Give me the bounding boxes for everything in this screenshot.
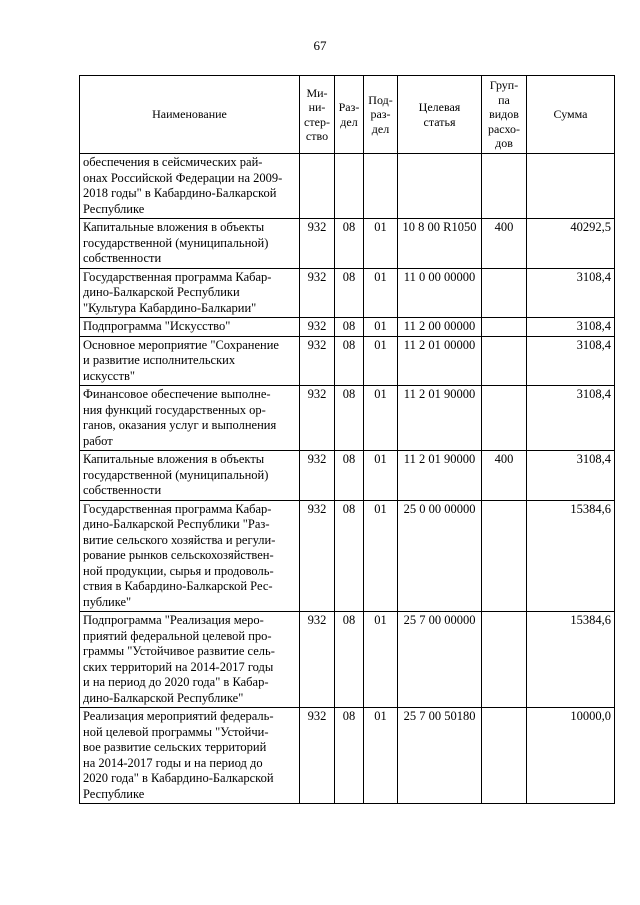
cell-name: Реализация мероприятий федераль- ной целевой программы "Устойчи- вое развитие сельских территорий на 2014-2017 годы и на период до 2020 года" в Кабардино-Балкарской Республике <box>80 708 300 804</box>
cell-ministry: 932 <box>300 336 335 386</box>
cell-sum: 3108,4 <box>527 451 615 501</box>
header-group: Груп- па видов расхо- дов <box>482 76 527 154</box>
header-target: Целевая статья <box>398 76 482 154</box>
cell-subsection: 01 <box>364 708 398 804</box>
cell-section: 08 <box>335 318 364 337</box>
cell-name: Государственная программа Кабар- дино-Балкарской Республики "Раз- витие сельского хозяйства и регули- рование рынков сельскохозяйствен- ной продукции, сырья и продоволь- ствия в Кабардино-Балкарской Рес- публике" <box>80 500 300 612</box>
cell-group: 400 <box>482 219 527 269</box>
cell-sum: 15384,6 <box>527 612 615 708</box>
table-row <box>80 708 615 804</box>
cell-sum: 15384,6 <box>527 500 615 612</box>
header-sum: Сумма <box>527 76 615 154</box>
cell-group <box>482 154 527 219</box>
cell-subsection: 01 <box>364 500 398 612</box>
cell-target <box>398 154 482 219</box>
cell-section: 08 <box>335 612 364 708</box>
cell-sum: 40292,5 <box>527 219 615 269</box>
cell-name: Подпрограмма "Реализация меро- приятий федеральной целевой про- граммы "Устойчивое развитие сель- ских территорий на 2014-2017 годы и на период до 2020 года" в Кабар- дино-Балкарской Республике" <box>80 612 300 708</box>
cell-target: 11 0 00 00000 <box>398 268 482 318</box>
cell-ministry: 932 <box>300 268 335 318</box>
cell-sum: 10000,0 <box>527 708 615 804</box>
header-ministry: Ми- ни- стер- ство <box>300 76 335 154</box>
cell-section: 08 <box>335 451 364 501</box>
cell-target: 25 7 00 50180 <box>398 708 482 804</box>
cell-target: 25 7 00 00000 <box>398 612 482 708</box>
cell-group <box>482 612 527 708</box>
cell-section: 08 <box>335 268 364 318</box>
table-row <box>80 154 615 219</box>
cell-name: Подпрограмма "Искусство" <box>80 318 300 337</box>
table-header-row <box>80 76 615 154</box>
cell-sum: 3108,4 <box>527 336 615 386</box>
cell-target: 11 2 01 90000 <box>398 386 482 451</box>
page-number: 67 <box>313 38 327 53</box>
table-row <box>80 219 615 269</box>
table-row <box>80 451 615 501</box>
table-row <box>80 336 615 386</box>
cell-ministry: 932 <box>300 500 335 612</box>
cell-group <box>482 318 527 337</box>
cell-ministry: 932 <box>300 612 335 708</box>
cell-target: 11 2 01 00000 <box>398 336 482 386</box>
budget-table <box>79 75 615 804</box>
cell-section: 08 <box>335 336 364 386</box>
cell-target: 11 2 01 90000 <box>398 451 482 501</box>
cell-subsection: 01 <box>364 612 398 708</box>
cell-name: Капитальные вложения в объекты государственной (муниципальной) собственности <box>80 219 300 269</box>
cell-name: обеспечения в сейсмических рай- онах Российской Федерации на 2009- 2018 годы" в Кабардино-Балкарской Республике <box>80 154 300 219</box>
cell-section: 08 <box>335 500 364 612</box>
cell-sum <box>527 154 615 219</box>
cell-name: Основное мероприятие "Сохранение и развитие исполнительских искусств" <box>80 336 300 386</box>
cell-group <box>482 500 527 612</box>
cell-subsection: 01 <box>364 268 398 318</box>
cell-sum: 3108,4 <box>527 318 615 337</box>
cell-ministry: 932 <box>300 318 335 337</box>
header-section: Раз- дел <box>335 76 364 154</box>
cell-group <box>482 386 527 451</box>
table-row <box>80 612 615 708</box>
table-row <box>80 500 615 612</box>
table-row <box>80 268 615 318</box>
cell-subsection: 01 <box>364 336 398 386</box>
cell-target: 25 0 00 00000 <box>398 500 482 612</box>
cell-target: 11 2 00 00000 <box>398 318 482 337</box>
cell-sum: 3108,4 <box>527 268 615 318</box>
cell-ministry: 932 <box>300 708 335 804</box>
cell-target: 10 8 00 R1050 <box>398 219 482 269</box>
cell-subsection: 01 <box>364 451 398 501</box>
cell-group: 400 <box>482 451 527 501</box>
cell-subsection: 01 <box>364 386 398 451</box>
cell-subsection: 01 <box>364 318 398 337</box>
cell-name: Капитальные вложения в объекты государственной (муниципальной) собственности <box>80 451 300 501</box>
cell-section: 08 <box>335 219 364 269</box>
cell-ministry: 932 <box>300 386 335 451</box>
cell-subsection: 01 <box>364 219 398 269</box>
table-body <box>80 154 615 804</box>
cell-ministry: 932 <box>300 451 335 501</box>
header-subsection: Под- раз- дел <box>364 76 398 154</box>
cell-sum: 3108,4 <box>527 386 615 451</box>
cell-group <box>482 336 527 386</box>
cell-ministry <box>300 154 335 219</box>
table-row <box>80 386 615 451</box>
cell-section: 08 <box>335 708 364 804</box>
cell-group <box>482 708 527 804</box>
cell-subsection <box>364 154 398 219</box>
cell-section <box>335 154 364 219</box>
cell-section: 08 <box>335 386 364 451</box>
cell-ministry: 932 <box>300 219 335 269</box>
cell-name: Государственная программа Кабар- дино-Балкарской Республики "Культура Кабардино-Балкарии" <box>80 268 300 318</box>
cell-group <box>482 268 527 318</box>
table-row <box>80 318 615 337</box>
cell-name: Финансовое обеспечение выполне- ния функций государственных ор- ганов, оказания услуг и выполнения работ <box>80 386 300 451</box>
header-name: Наименование <box>80 76 300 154</box>
